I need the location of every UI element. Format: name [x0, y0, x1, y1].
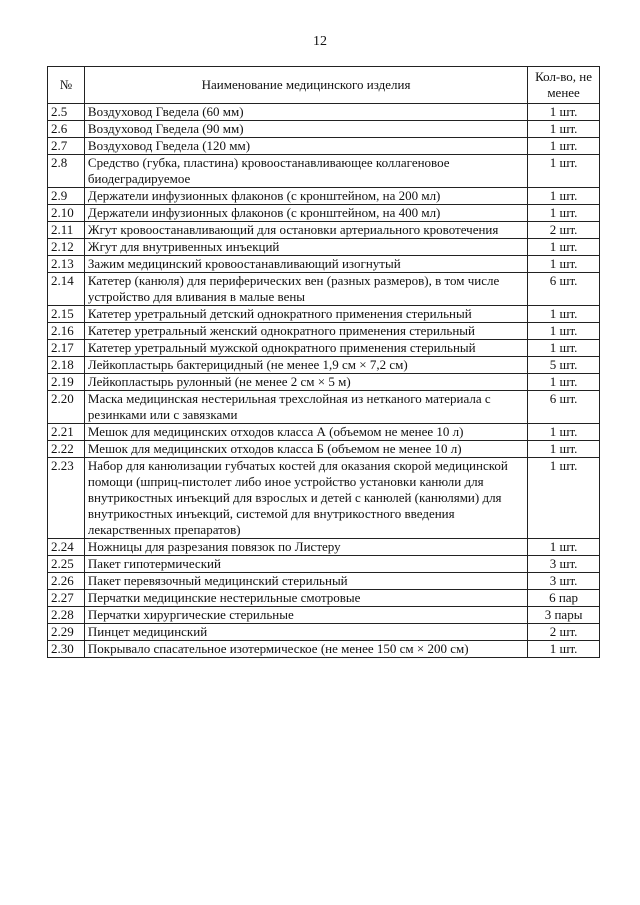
table-row	[48, 340, 600, 357]
row-quantity: 1 шт.	[528, 323, 600, 340]
row-number: 2.11	[48, 222, 85, 239]
row-quantity: 2 шт.	[528, 624, 600, 641]
table-row	[48, 323, 600, 340]
row-item-name: Пинцет медицинский	[84, 624, 527, 641]
row-quantity: 6 шт.	[528, 273, 600, 306]
row-quantity: 3 пары	[528, 607, 600, 624]
header-item-name: Наименование медицинского изделия	[84, 67, 527, 104]
row-quantity: 1 шт.	[528, 239, 600, 256]
row-item-name: Перчатки медицинские нестерильные смотровые	[84, 590, 527, 607]
table-row	[48, 441, 600, 458]
row-item-name: Зажим медицинский кровоостанавливающий изогнутый	[84, 256, 527, 273]
row-number: 2.22	[48, 441, 85, 458]
row-quantity: 1 шт.	[528, 306, 600, 323]
row-number: 2.15	[48, 306, 85, 323]
row-number: 2.20	[48, 391, 85, 424]
row-number: 2.29	[48, 624, 85, 641]
row-quantity: 1 шт.	[528, 155, 600, 188]
row-number: 2.24	[48, 539, 85, 556]
row-quantity: 1 шт.	[528, 138, 600, 155]
table-row	[48, 424, 600, 441]
row-item-name: Воздуховод Гведела (90 мм)	[84, 121, 527, 138]
row-item-name: Мешок для медицинских отходов класса А (объемом не менее 10 л)	[84, 424, 527, 441]
row-number: 2.10	[48, 205, 85, 222]
row-quantity: 1 шт.	[528, 374, 600, 391]
row-number: 2.17	[48, 340, 85, 357]
row-number: 2.25	[48, 556, 85, 573]
page-number: 12	[313, 34, 327, 49]
table-row	[48, 573, 600, 590]
table-row	[48, 306, 600, 323]
row-quantity: 6 пар	[528, 590, 600, 607]
table-row	[48, 205, 600, 222]
row-number: 2.13	[48, 256, 85, 273]
row-number: 2.30	[48, 641, 85, 658]
table-row	[48, 391, 600, 424]
row-item-name: Покрывало спасательное изотермическое (не менее 150 см × 200 см)	[84, 641, 527, 658]
row-number: 2.6	[48, 121, 85, 138]
table-body	[48, 104, 600, 658]
row-item-name: Воздуховод Гведела (120 мм)	[84, 138, 527, 155]
row-item-name: Катетер (канюля) для периферических вен (разных размеров), в том числе устройство для вливания в малые вены	[84, 273, 527, 306]
row-item-name: Ножницы для разрезания повязок по Листеру	[84, 539, 527, 556]
row-quantity: 1 шт.	[528, 424, 600, 441]
table-row	[48, 273, 600, 306]
header-quantity: Кол-во, не менее	[528, 67, 600, 104]
row-quantity: 6 шт.	[528, 391, 600, 424]
row-number: 2.21	[48, 424, 85, 441]
row-item-name: Жгут кровоостанавливающий для остановки артериального кровотечения	[84, 222, 527, 239]
row-quantity: 1 шт.	[528, 188, 600, 205]
row-item-name: Катетер уретральный детский однократного применения стерильный	[84, 306, 527, 323]
row-quantity: 1 шт.	[528, 256, 600, 273]
row-item-name: Мешок для медицинских отходов класса Б (объемом не менее 10 л)	[84, 441, 527, 458]
row-quantity: 1 шт.	[528, 205, 600, 222]
row-quantity: 3 шт.	[528, 573, 600, 590]
table-row	[48, 357, 600, 374]
row-quantity: 2 шт.	[528, 222, 600, 239]
row-number: 2.18	[48, 357, 85, 374]
row-quantity: 1 шт.	[528, 441, 600, 458]
row-item-name: Пакет гипотермический	[84, 556, 527, 573]
table-row	[48, 624, 600, 641]
table-row	[48, 539, 600, 556]
row-number: 2.9	[48, 188, 85, 205]
table-row	[48, 256, 600, 273]
table-row	[48, 138, 600, 155]
row-number: 2.7	[48, 138, 85, 155]
row-item-name: Пакет перевязочный медицинский стерильный	[84, 573, 527, 590]
row-number: 2.26	[48, 573, 85, 590]
table-row	[48, 641, 600, 658]
row-number: 2.14	[48, 273, 85, 306]
row-item-name: Воздуховод Гведела (60 мм)	[84, 104, 527, 121]
table-row	[48, 222, 600, 239]
row-number: 2.16	[48, 323, 85, 340]
table-row	[48, 104, 600, 121]
row-number: 2.8	[48, 155, 85, 188]
row-item-name: Маска медицинская нестерильная трехслойная из нетканого материала с резинками или с завязками	[84, 391, 527, 424]
row-quantity: 1 шт.	[528, 458, 600, 539]
row-number: 2.12	[48, 239, 85, 256]
row-item-name: Перчатки хирургические стерильные	[84, 607, 527, 624]
row-quantity: 1 шт.	[528, 340, 600, 357]
table-header-row	[48, 67, 600, 104]
row-quantity: 5 шт.	[528, 357, 600, 374]
row-item-name: Средство (губка, пластина) кровоостанавливающее коллагеновое биодеградируемое	[84, 155, 527, 188]
header-number: №	[48, 67, 85, 104]
table-row	[48, 239, 600, 256]
row-number: 2.28	[48, 607, 85, 624]
row-number: 2.5	[48, 104, 85, 121]
table-row	[48, 607, 600, 624]
row-quantity: 1 шт.	[528, 104, 600, 121]
row-item-name: Лейкопластырь рулонный (не менее 2 см × 5 м)	[84, 374, 527, 391]
row-item-name: Лейкопластырь бактерицидный (не менее 1,9 см × 7,2 см)	[84, 357, 527, 374]
row-number: 2.27	[48, 590, 85, 607]
table-row	[48, 458, 600, 539]
table-row	[48, 590, 600, 607]
table-row	[48, 188, 600, 205]
row-item-name: Держатели инфузионных флаконов (с кронштейном, на 400 мл)	[84, 205, 527, 222]
table-row	[48, 556, 600, 573]
row-number: 2.19	[48, 374, 85, 391]
row-quantity: 1 шт.	[528, 121, 600, 138]
row-item-name: Катетер уретральный мужской однократного применения стерильный	[84, 340, 527, 357]
row-quantity: 3 шт.	[528, 556, 600, 573]
row-number: 2.23	[48, 458, 85, 539]
row-item-name: Держатели инфузионных флаконов (с кронштейном, на 200 мл)	[84, 188, 527, 205]
row-item-name: Жгут для внутривенных инъекций	[84, 239, 527, 256]
row-quantity: 1 шт.	[528, 641, 600, 658]
table-row	[48, 121, 600, 138]
row-item-name: Катетер уретральный женский однократного применения стерильный	[84, 323, 527, 340]
table-row	[48, 374, 600, 391]
table-row	[48, 155, 600, 188]
medical-items-table	[47, 66, 600, 658]
row-quantity: 1 шт.	[528, 539, 600, 556]
row-item-name: Набор для канюлизации губчатых костей для оказания скорой медицинской помощи (шприц-пистолет либо иное устройство установки канюли для внутрикостных инъекций для взрослых и детей с канюлей (канюлями) для внутрикостных инъекций, системой для внутрикостного введения лекарственных препаратов)	[84, 458, 527, 539]
